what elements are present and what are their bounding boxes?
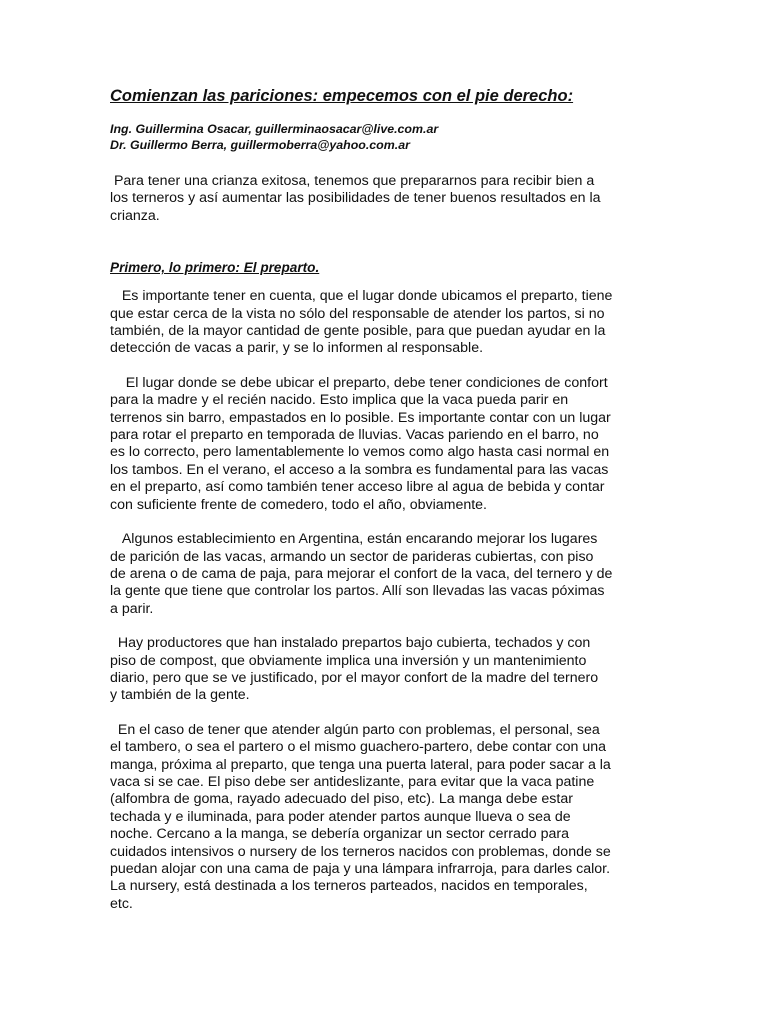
text-line: noche. Cercano a la manga, se debería organizar un sector cerrado para (110, 826, 570, 843)
text-line: techada y e iluminada, para poder atender partos aunque llueva o sea de (110, 808, 571, 825)
text-line: vaca si se cae. El piso debe ser antideslizante, para evitar que la vaca patine (110, 773, 595, 790)
text-line: Hay productores que han instalado prepartos bajo cubierta, techados y con (110, 635, 591, 652)
text-line: La nursery, está destinada a los terneros parteados, nacidos en temporales, (110, 878, 588, 895)
text-line: es lo correcto, pero lamentablemente lo vemos como algo hasta casi normal en (110, 444, 610, 461)
text-line: cuidados intensivos o nursery de los terneros nacidos con problemas, donde se (110, 843, 611, 860)
body-paragraph-3 (110, 531, 658, 618)
text-line: el tambero, o sea el partero o el mismo guachero-partero, debe contar con una (110, 739, 607, 756)
text-line: crianza. (110, 207, 160, 224)
text-line: El lugar donde se debe ubicar el preparto, debe tener condiciones de confort (110, 374, 608, 391)
text-line: también, de la mayor cantidad de gente posible, para que puedan ayudar en la (110, 323, 606, 340)
text-line: de parición de las vacas, armando un sector de parideras cubiertas, con piso (110, 548, 594, 565)
text-line: diario, pero que se ve justificado, por el mayor confort de la madre del ternero (110, 669, 599, 686)
text-line: puedan alojar con una cama de paja y una lámpara infrarroja, para darles calor. (110, 861, 611, 877)
text-line: En el caso de tener que atender algún parto con problemas, el personal, sea (110, 721, 600, 738)
section-heading: Primero, lo primero: El preparto. (110, 260, 320, 276)
authors-block (110, 121, 658, 153)
text-line: (alfombra de goma, rayado adecuado del piso, etc). La manga debe estar (110, 791, 573, 808)
text-line: piso de compost, que obviamente implica una inversión y un mantenimiento (110, 652, 587, 669)
text-line: para la madre y el recién nacido. Esto implica que la vaca pueda parir en (110, 392, 569, 409)
text-line: la gente que tiene que controlar los partos. Allí son llevadas las vacas póximas (110, 583, 605, 600)
text-line: que estar cerca de la vista no sólo del responsable de atender los partos, si no (110, 305, 605, 322)
text-line: en el preparto, así como también tener acceso libre al agua de bebida y contar (110, 479, 605, 496)
document-title: Comienzan las pariciones: empecemos con el pie derecho: (110, 87, 574, 105)
text-line: los tambos. En el verano, el acceso a la sombra es fundamental para las vacas (110, 461, 609, 478)
body-paragraph-2 (110, 375, 658, 514)
text-line: para rotar el preparto en temporada de lluvias. Vacas pariendo en el barro, no (110, 427, 599, 444)
body-paragraph-1 (110, 288, 658, 358)
text-line: Para tener una crianza exitosa, tenemos que prepararnos para recibir bien a (110, 173, 595, 189)
intro-paragraph (110, 173, 658, 225)
text-line: manga, próxima al preparto, que tenga una puerta lateral, para poder sacar a la (110, 756, 611, 773)
text-line: de arena o de cama de paja, para mejorar el confort de la vaca, del ternero y de (110, 565, 613, 582)
text-line: y también de la gente. (110, 687, 250, 704)
document-page (110, 86, 658, 913)
text-line: Algunos establecimiento en Argentina, están encarando mejorar los lugares (110, 531, 598, 548)
text-line: terrenos sin barro, empastados en lo posible. Es importante contar con un lugar (110, 409, 611, 426)
text-line: detección de vacas a parir, y se lo informen al responsable. (110, 340, 484, 357)
text-line: Es importante tener en cuenta, que el lugar donde ubicamos el preparto, tiene (110, 288, 613, 305)
author-line: Dr. Guillermo Berra, guillermoberra@yahoo.com.ar (110, 138, 410, 152)
text-line: a parir. (110, 600, 154, 617)
text-line: etc. (110, 895, 133, 912)
text-line: con suficiente frente de comedero, todo el año, obviamente. (110, 496, 487, 513)
author-line: Ing. Guillermina Osacar, guillerminaosacar@live.com.ar (110, 122, 439, 136)
text-line: los terneros y así aumentar las posibilidades de tener buenos resultados en la (110, 190, 601, 207)
body-paragraph-4 (110, 635, 658, 705)
body-paragraph-5 (110, 722, 658, 913)
